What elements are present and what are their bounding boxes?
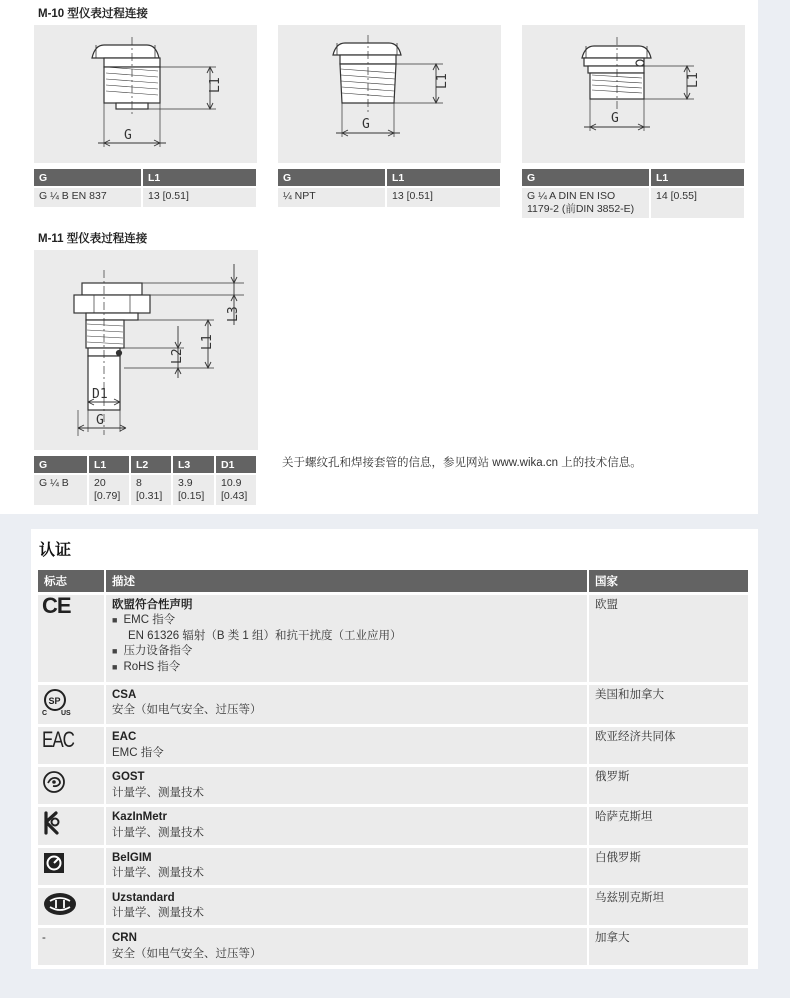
cert-detail: 计量学、测量技术 <box>112 786 204 799</box>
cert-detail: 安全（如电气安全、过压等） <box>112 947 262 960</box>
cert-country: 哈萨克斯坦 <box>588 806 749 847</box>
cert-name: Uzstandard <box>112 891 175 904</box>
cert-header-country: 国家 <box>588 570 749 593</box>
cert-country: 白俄罗斯 <box>588 846 749 886</box>
cert-row <box>38 806 749 847</box>
m10-table-npt <box>278 169 502 207</box>
cert-detail: 计量学、测量技术 <box>112 907 204 919</box>
m11-cell-g: G ¼ B <box>34 474 88 505</box>
cert-row <box>38 683 749 726</box>
m10-d3-label-g: G <box>611 111 619 126</box>
m11-drawing-svg <box>34 250 258 450</box>
cert-row <box>38 846 749 886</box>
m11-label-l1: L1 <box>200 334 215 350</box>
cert-section-title: 认证 <box>39 542 72 559</box>
cert-row <box>38 593 749 683</box>
belgim-mark-icon <box>42 851 66 875</box>
m10-t1-header-g: G <box>34 169 142 187</box>
cert-name: GOST <box>112 771 145 783</box>
cert-name: CSA <box>112 688 137 701</box>
m11-note: 关于螺纹孔和焊接套管的信息，参见网站 www.wika.cn 上的技术信息。 <box>282 457 642 469</box>
m10-d1-label-l1: L1 <box>208 77 223 93</box>
m10-t1-header-l1: L1 <box>142 169 257 187</box>
cert-detail: EN 61326 辐射（B 类 1 组）和抗干扰度（工业应用） <box>128 629 402 642</box>
m10-drawing-iso1179 <box>522 25 745 163</box>
m11-label-d1: D1 <box>92 387 108 402</box>
m10-t2-cell-g: ¼ NPT <box>278 187 386 207</box>
cert-name: 欧盟符合性声明 <box>112 598 193 611</box>
m10-t3-cell-l1: 14 [0.55] <box>650 187 745 218</box>
cert-country: 欧亚经济共同体 <box>588 726 749 766</box>
kazinmetr-mark-icon <box>42 810 62 836</box>
cert-row <box>38 726 749 766</box>
m11-table <box>34 456 258 505</box>
ce-mark-icon: CE <box>42 592 71 618</box>
m11-cell-l3: 3.9 [0.15] <box>172 474 215 505</box>
m10-d2-label-g: G <box>362 117 370 132</box>
csa-mark-icon <box>42 688 72 716</box>
m11-label-l3: L3 <box>226 306 241 322</box>
m10-t1-cell-g: G ¼ B EN 837 <box>34 187 142 207</box>
cert-detail: EMC 指令 <box>112 746 164 759</box>
gost-mark-icon <box>42 770 66 794</box>
svg-text:US: US <box>61 709 71 716</box>
m10-d1-label-g: G <box>124 128 132 143</box>
m10-t2-header-l1: L1 <box>386 169 501 187</box>
m10-t1-cell-l1: 13 [0.51] <box>142 187 257 207</box>
m10-t3-cell-g: G ¼ A DIN EN ISO 1179-2 (前DIN 3852-E) <box>522 187 650 218</box>
cert-header-desc: 描述 <box>105 570 588 593</box>
m11-header-l1: L1 <box>88 456 130 474</box>
cert-detail: ■ EMC 指令 <box>112 613 581 629</box>
svg-text:SP: SP <box>48 695 61 706</box>
cert-name: BelGIM <box>112 851 152 864</box>
m11-label-l2: L2 <box>170 348 185 364</box>
m10-drawing-en837 <box>34 25 257 163</box>
m11-header-l2: L2 <box>130 456 172 474</box>
cert-name: EAC <box>112 731 137 743</box>
m10-d2-label-l1: L1 <box>435 73 450 89</box>
cert-table <box>38 570 750 965</box>
m10-drawing-iso1179-svg <box>522 25 745 163</box>
cert-country: 加拿大 <box>588 927 749 966</box>
m11-drawing <box>34 250 258 450</box>
cert-detail: 计量学、测量技术 <box>112 826 204 839</box>
cert-country: 乌兹别克斯坦 <box>588 886 749 927</box>
crn-mark-dash: - <box>42 932 46 944</box>
cert-country: 俄罗斯 <box>588 766 749 806</box>
uzstandard-mark-icon <box>42 891 78 917</box>
m10-table-en837 <box>34 169 258 207</box>
cert-row <box>38 886 749 927</box>
cert-detail: ■ 压力设备指令 <box>112 644 581 660</box>
cert-country: 欧盟 <box>588 593 749 683</box>
m10-drawing-npt-svg <box>278 25 501 163</box>
cert-name: KazInMetr <box>112 811 167 823</box>
cert-detail: ■ RoHS 指令 <box>112 660 581 676</box>
m11-cell-l1: 20 [0.79] <box>88 474 130 505</box>
m10-drawing-en837-svg <box>34 25 257 163</box>
cert-name: CRN <box>112 932 137 944</box>
m11-header-d1: D1 <box>215 456 257 474</box>
m10-t3-header-l1: L1 <box>650 169 745 187</box>
m10-t2-cell-l1: 13 [0.51] <box>386 187 501 207</box>
cert-detail: 计量学、测量技术 <box>112 867 204 879</box>
m11-cell-l2: 8 [0.31] <box>130 474 172 505</box>
m11-cell-d1: 10.9 [0.43] <box>215 474 257 505</box>
cert-row <box>38 766 749 806</box>
m10-section-title: M-10 型仪表过程连接 <box>38 8 148 20</box>
cert-detail: 安全（如电气安全、过压等） <box>112 704 262 716</box>
m10-table-iso1179 <box>522 169 746 218</box>
cert-header-mark: 标志 <box>38 570 105 593</box>
cert-row <box>38 927 749 966</box>
m11-header-l3: L3 <box>172 456 215 474</box>
cert-country: 美国和加拿大 <box>588 683 749 726</box>
m11-header-g: G <box>34 456 88 474</box>
m10-t2-header-g: G <box>278 169 386 187</box>
m11-section-title: M-11 型仪表过程连接 <box>38 233 148 245</box>
m10-drawing-npt <box>278 25 501 163</box>
m11-label-g: G <box>96 413 104 428</box>
eac-mark-icon: EAC <box>42 727 74 753</box>
m10-t3-header-g: G <box>522 169 650 187</box>
m10-d3-label-l1: L1 <box>686 72 701 88</box>
svg-text:C: C <box>42 709 48 716</box>
